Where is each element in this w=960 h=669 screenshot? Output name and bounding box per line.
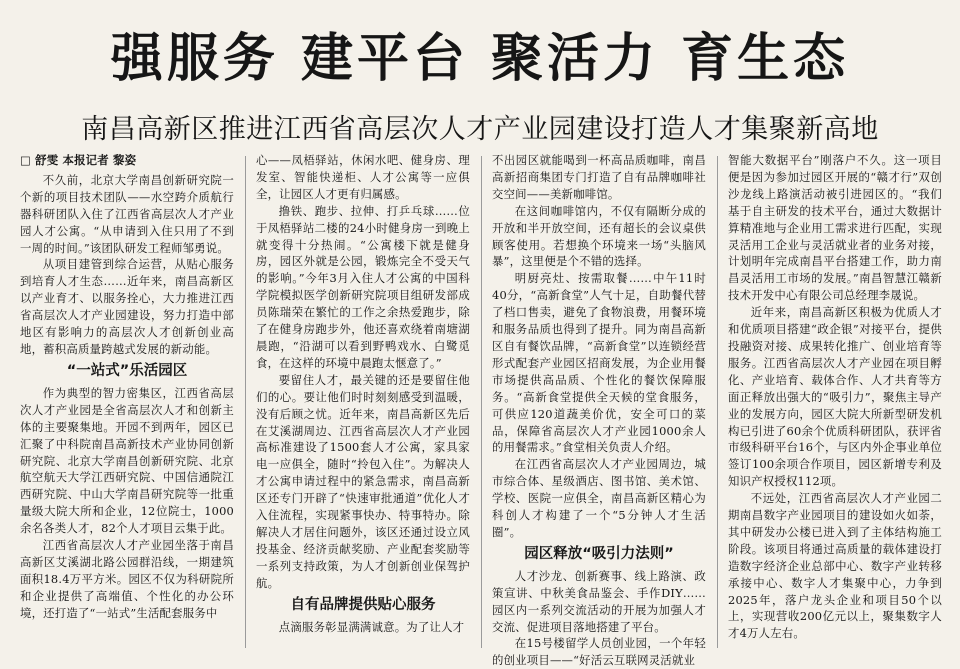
paragraph: 智能大数据平台”刚落户不久。这一项目便是因为参加过园区开展的“赣才行”双创沙龙线上路演活动被引进园区的。“我们基于自主研发的技术平台，通过大数据计算精准地与企业用工需求进行匹配，实现灵活用工企业与灵活就业者的业务对接，计划明年完成南昌平台搭建工作，助力南昌灵活用工市场的发展。”南昌智慧江赣新技术开发中心有限公司总经理李晟说。 bbox=[728, 153, 942, 303]
paragraph: 江西省高层次人才产业园坐落于南昌高新区艾溪湖北路公园群沿线，一期建筑面积18.4万平方米。园区不仅为科研院所和企业提供了高端值、个性化的办公环境，还打造了“一站式”生活配套服务中 bbox=[20, 538, 234, 620]
column-4 bbox=[728, 152, 942, 652]
section-heading: “一站式”乐活园区 bbox=[66, 362, 188, 379]
column-divider bbox=[717, 156, 718, 648]
paragraph: 从项目建管到综合运营，从贴心服务到培育人才生态……近年来，南昌高新区以产业育才、以服务拴心，大力推进江西省高层次人才产业园建设，努力打造中部地区有影响力的高层次人才创新创业高地，蓄积高质量跨越式发展的新动能。 bbox=[20, 257, 234, 356]
paragraph: 撸铁、跑步、拉伸、打乒乓球……位于凤梧驿站二楼的24小时健身房一到晚上就变得十分热闹。“公寓楼下就是健身房，园区外就是公园，锻炼完全不受天气的影响。”今年3月入住人才公寓的中国科学院模拟医学创新研究院项目组研发部成员陈瑞荣在繁忙的工作之余热爱跑步，除了在健身房跑步外，他还喜欢绕着南塘湖晨跑，“沿湖可以看到野鸭戏水、白鹭觅食，在这样的环境中晨跑太惬意了。” bbox=[256, 203, 470, 370]
paragraph: 不久前，北京大学南昌创新研究院一个新的项目技术团队——水空跨介质航行器科研团队入住了江西省高层次人才产业园人才公寓。“从申请到入住只用了不到一周的时间。”该团队研发工程师邹勇说。 bbox=[20, 172, 234, 255]
subheadline: 南昌高新区推进江西省高层次人才产业园建设打造人才集聚新高地 bbox=[81, 114, 879, 145]
paragraph: 点滴服务彰显满满诚意。为了让人才 bbox=[278, 619, 465, 634]
paragraph: 在江西省高层次人才产业园周边，城市综合体、星级酒店、图书馆、美术馆、学校、医院一应俱全，南昌高新区精心为科创人才构建了一个“5分钟人才生活圈”。 bbox=[492, 457, 706, 539]
column-2 bbox=[256, 152, 470, 652]
headline: 强服务 建平台 聚活力 育生态 bbox=[110, 29, 850, 89]
article-body bbox=[20, 152, 942, 668]
paragraph: 明厨亮灶、按需取餐……中午11时40分，“高新食堂”人气十足，自助餐代替了档口售卖，避免了食物浪费，用餐环境和服务品质也得到了提升。同为南昌高新区自有餐饮品牌，“高新食堂”以连锁经营形式配套产业园区招商发展，为企业用餐市场提供高品质、个性化的餐饮保障服务。“高新食堂提供全天候的堂食服务，可供应120道蔬美价优，安全可口的菜品，保障省高层次人才产业园1000余人的用餐需求。”食堂相关负责人介绍。 bbox=[492, 271, 706, 455]
column-divider bbox=[245, 156, 246, 648]
column-3 bbox=[492, 152, 706, 668]
column-1 bbox=[20, 152, 234, 652]
paragraph: 不远处，江西省高层次人才产业园二期南昌数字产业园项目的建设如火如荼，其中研发办公楼已进入到了主体结构施工阶段。该项目将通过高质量的载体建设打造数字经济企业总部中心、数字产业转移承接中心、数字人才集聚中心，力争到2025年，落户龙头企业和项目50个以上，实现营收200亿元以上，聚集数字人才4万人左右。 bbox=[728, 491, 942, 641]
paragraph: 不出园区就能喝到一杯高品质咖啡，南昌高新招商集团专门打造了自有品牌咖啡社交空间——美新咖啡馆。 bbox=[492, 153, 706, 201]
paragraph: 要留住人才，最关键的还是要留住他们的心。要让他们时时刻刻感受到温暖，没有后顾之忧。近年来，南昌高新区先后在艾溪湖周边、江西省高层次人才产业园高标准建设了1500套人才公寓，家具家电一应俱全，随时“拎包入住”。为解决人才公寓申请过程中的紧急需求，南昌高新区还专门开辟了“快速审批通道”优化人才入住流程，实现紧事快办、特事特办。除解决人才居住问题外，该区还通过设立风投基金、经济贡献奖励、产业配套奖励等一系列支持政策，为人才创新创业保驾护航。 bbox=[256, 372, 470, 590]
paragraph: 心——凤梧驿站，休闲水吧、健身房、理发室、智能快递柜、人才公寓等一应俱全，让园区人才更有归属感。 bbox=[256, 153, 470, 201]
byline: □ 舒雯 本报记者 黎姿 bbox=[20, 153, 137, 167]
paragraph: 在这间咖啡馆内，不仅有隔断分成的开放和半开放空间，还有超长的会议桌供顾客使用。若想换个环境来一场“头脑风暴”，这里便是个不错的选择。 bbox=[492, 203, 706, 269]
paragraph: 近年来，南昌高新区积极为优质人才和优质项目搭建“政企银”对接平台，提供投融资对接、成果转化推广、创业培育等服务。江西省高层次人才产业园在项目孵化、产业培育、载体合作、人才共育等方面正释放出强大的“吸引力”，聚焦主导产业的发展方向，园区大院大所新型研发机构已引进了60余个优质科研团队，获评省市级科研平台16个，与区内外企事业单位签订100余项合作项目，园区新增专利及知识产权授权112项。 bbox=[728, 305, 942, 489]
paragraph: 作为典型的智力密集区，江西省高层次人才产业园是全省高层次人才和创新主体的主要聚集地。开园不到两年，园区已汇聚了中科院南昌高新技术产业协同创新研究院、北京大学南昌创新研究院、北京航空航天大学江西研究院、中国信通院江西研究院、中山大学南昌研究院等一批重量级大院大所和企业，12位院士，1000余名各类人才，82个人才项目云集于此。 bbox=[20, 385, 234, 536]
section-heading: 园区释放“吸引力法则” bbox=[524, 545, 674, 562]
paragraph: 人才沙龙、创新赛事、线上路演、政策宣讲、中秋美食品鉴会、手作DIY……园区内一系列交流活动的开展为加强人才交流、促进项目落地搭建了平台。 bbox=[492, 568, 706, 634]
paragraph: 在15号楼留学人员创业园，一个年轻的创业项目——“好活云互联网灵活就业 bbox=[492, 636, 706, 668]
section-heading: 自有品牌提供贴心服务 bbox=[290, 596, 436, 613]
column-divider bbox=[481, 156, 482, 648]
